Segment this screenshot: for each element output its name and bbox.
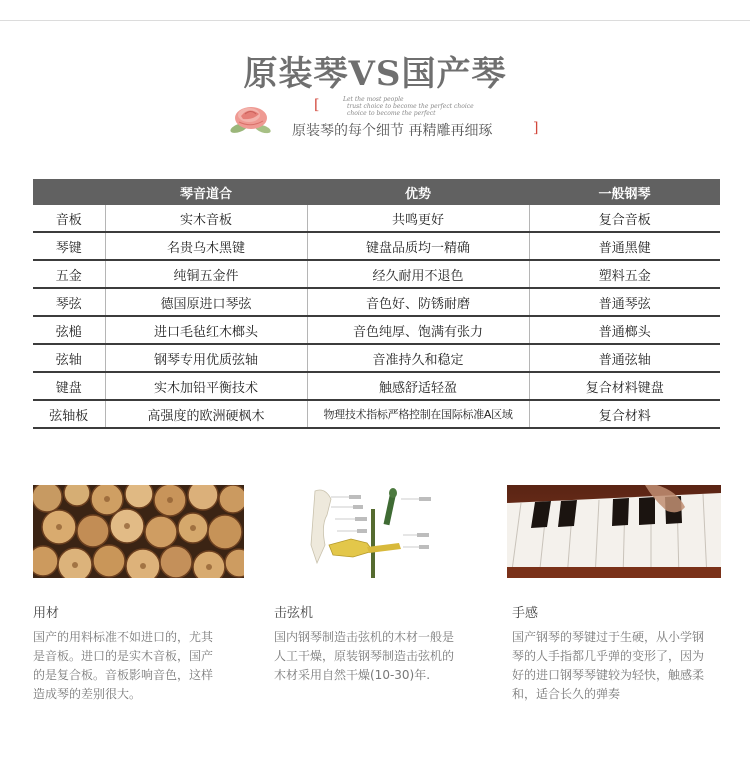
feature-title-action: 击弦机 [274,606,314,621]
table-cell: 触感舒适轻盈 [307,372,529,400]
table-cell: 普通黑健 [529,232,720,260]
table-cell: 弦轴 [33,344,105,372]
table-cell: 纯铜五金件 [105,260,307,288]
table-row [33,260,720,288]
table-cell: 共鸣更好 [307,205,529,232]
tagline [343,96,474,117]
table-cell: 名贵乌木黑键 [105,232,307,260]
feature-line: 是音板。进口的是实木音板，国产 [33,649,214,663]
table-cell: 钢琴专用优质弦轴 [105,344,307,372]
table-header-cell [33,179,105,205]
feature-line: 和，适合长久的弹奏 [512,687,621,701]
table-cell: 弦槌 [33,316,105,344]
table-cell: 琴弦 [33,288,105,316]
table-cell: 复合材料键盘 [529,372,720,400]
top-divider [0,20,750,21]
table-cell: 琴键 [33,232,105,260]
table-header-row [33,179,720,205]
table-header-cell: 一般钢琴 [529,179,720,205]
tagline-line: trust choice to become the perfect choice [347,103,474,110]
table-cell: 物理技术指标严格控制在国际标准A区域 [307,400,529,428]
feature-title-material: 用材 [33,606,60,621]
rose-icon [229,98,273,138]
table-row [33,400,720,428]
table-cell: 实木音板 [105,205,307,232]
page-title: 原装琴VS国产琴 [243,54,507,94]
feature-line: 木材采用自然干燥(10-30)年. [274,668,431,682]
feature-text-action [274,628,484,685]
tagline-line: Let the most people [343,96,404,103]
feature-text-material [33,628,243,704]
feature-line: 好的进口钢琴琴键较为轻快，触感柔 [512,668,705,682]
table-cell: 复合材料 [529,400,720,428]
table-cell: 德国原进口琴弦 [105,288,307,316]
table-row [33,232,720,260]
table-row [33,288,720,316]
table-row [33,316,720,344]
table-cell: 键盘品质均一精确 [307,232,529,260]
table-cell: 高强度的欧洲硬枫木 [105,400,307,428]
feature-text-touch [512,628,736,704]
bracket-open: [ [314,97,320,113]
table-header-cell: 琴音道合 [105,179,307,205]
table-cell: 音准持久和稳定 [307,344,529,372]
table-row [33,372,720,400]
feature-line: 造成琴的差别很大。 [33,687,142,701]
tagline-line: choice to become the perfect [347,110,436,117]
table-cell: 键盘 [33,372,105,400]
subtitle: 原装琴的每个细节 再精雕再细琢 [292,123,493,139]
table-cell: 普通琴弦 [529,288,720,316]
feature-line: 国产钢琴的琴键过于生硬，从小学钢 [512,630,705,644]
table-cell: 普通榔头 [529,316,720,344]
table-cell: 塑料五金 [529,260,720,288]
table-cell: 弦轴板 [33,400,105,428]
table-cell: 进口毛毡红木榔头 [105,316,307,344]
table-cell: 五金 [33,260,105,288]
table-row [33,344,720,372]
feature-line: 琴的人手指都几乎弹的变形了，因为 [512,649,705,663]
table-cell: 复合音板 [529,205,720,232]
table-cell: 音板 [33,205,105,232]
feature-line: 人工干燥，原装钢琴制造击弦机的 [274,649,455,663]
timber-logs-image [33,485,244,578]
table-cell: 普通弦轴 [529,344,720,372]
action-mechanism-image [307,485,439,578]
feature-line: 国产的用料标准不如进口的，尤其 [33,630,214,644]
table-row [33,205,720,232]
feature-title-touch: 手感 [512,606,539,621]
feature-line: 的是复合板。音板影响音色，这样 [33,668,214,682]
comparison-table [33,179,720,429]
bracket-close: ] [533,120,539,136]
table-cell: 实木加铅平衡技术 [105,372,307,400]
table-cell: 音色纯厚、饱满有张力 [307,316,529,344]
feature-line: 国内钢琴制造击弦机的木材一般是 [274,630,455,644]
table-cell: 经久耐用不退色 [307,260,529,288]
piano-keys-image [507,485,721,578]
table-cell: 音色好、防锈耐磨 [307,288,529,316]
table-header-cell: 优势 [307,179,529,205]
